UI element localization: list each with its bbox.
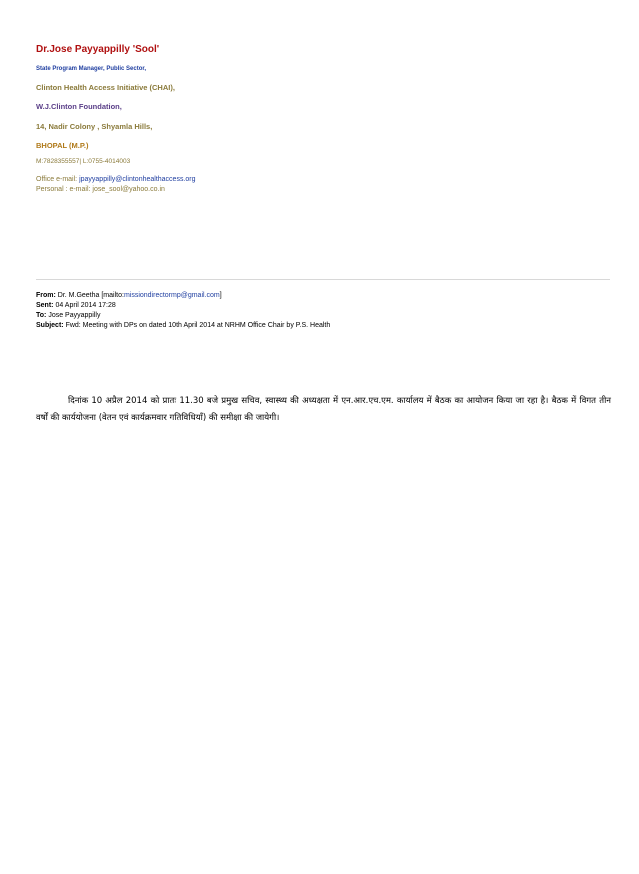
subject-value: Fwd: Meeting with DPs on dated 10th April 2014 at NRHM Office Chair by P.S. Health <box>63 322 331 329</box>
header-from-row <box>36 291 616 301</box>
forwarded-email-header <box>36 291 616 331</box>
office-email-link[interactable]: jpayyappilly@clintonhealthaccess.org <box>79 176 196 183</box>
header-sent-row <box>36 301 616 311</box>
signature-phone: M:7828355557| L:0755-4014003 <box>36 158 131 165</box>
personal-email-label: Personal : e-mail: <box>36 186 93 193</box>
signature-name: Dr.Jose Payyappilly 'Sool' <box>36 44 160 55</box>
from-close: ] <box>219 292 222 299</box>
signature-organization: Clinton Health Access Initiative (CHAI), <box>36 83 175 92</box>
message-body: दिनांक 10 अप्रैल 2014 को प्रातः 11.30 बजे प्रमुख सचिव, स्वास्थ्य की अध्यक्षता में एन.आर.एच.एम. कार्यालय में बैठक का आयोजन किया जा रहा है। बैठक में विगत तीन वर्षों की कार्ययोजना (वेतन एवं कार्यक्रमवार गतिविधियाँ) की समीक्षा की जायेगी। <box>36 396 611 423</box>
signature-personal-email-line <box>36 186 165 193</box>
signature-city: BHOPAL (M.P.) <box>36 141 89 150</box>
header-to-row <box>36 311 616 321</box>
signature-address: 14, Nadir Colony , Shyamla Hills, <box>36 122 153 131</box>
message-divider <box>36 279 610 280</box>
sent-label: Sent: <box>36 302 54 309</box>
office-email-label: Office e-mail: <box>36 176 80 183</box>
sent-value: 04 April 2014 17:28 <box>53 302 116 309</box>
header-subject-row <box>36 321 616 331</box>
personal-email-value: jose_sool@yahoo.co.in <box>92 186 165 193</box>
to-value: Jose Payyappilly <box>46 312 101 319</box>
signature-office-email-line <box>36 176 196 183</box>
from-label: From: <box>36 292 56 299</box>
signature-foundation: W.J.Clinton Foundation, <box>36 102 122 111</box>
to-label: To: <box>36 312 47 319</box>
from-email-link[interactable]: missiondirectormp@gmail.com <box>123 292 220 299</box>
signature-role: State Program Manager, Public Sector, <box>36 66 147 72</box>
subject-label: Subject: <box>36 322 64 329</box>
from-name: Dr. M.Geetha [mailto: <box>55 292 124 299</box>
